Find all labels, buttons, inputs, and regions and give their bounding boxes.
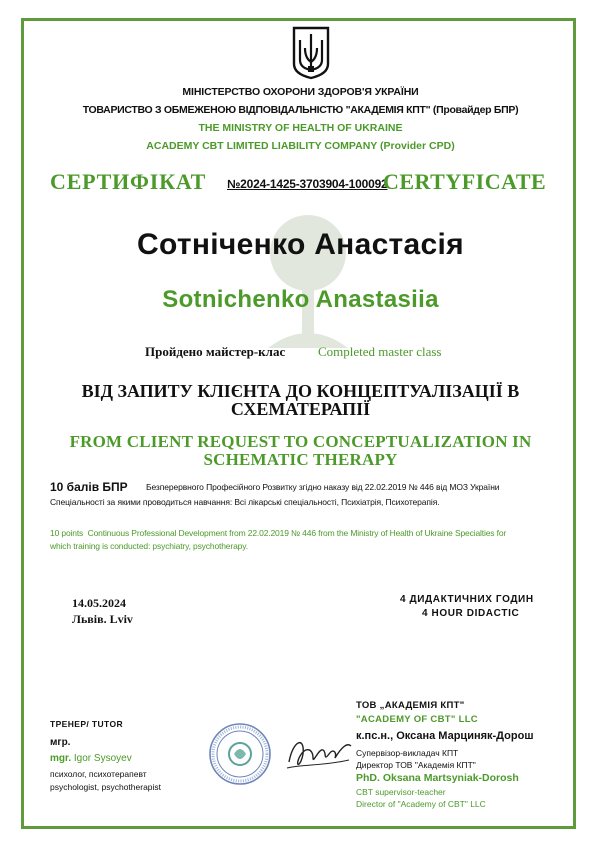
ukraine-trident-icon — [292, 26, 330, 80]
tutor-label: ТРЕНЕР/ TUTOR — [50, 719, 124, 729]
director-role1-en: CBT supervisor-teacher — [356, 787, 446, 797]
director-role1-ua: Супервізор-викладач КПТ — [356, 748, 459, 758]
points-text-en-line1: Continuous Professional Development from 22.02.2019 № 446 from the Ministry of Health of Ukraine Specialties for — [87, 528, 507, 538]
event-place: Львів. Lviv — [72, 612, 133, 626]
ministry-en: THE MINISTRY OF HEALTH OF UKRAINE — [198, 122, 403, 134]
points-text-en — [50, 527, 560, 553]
director-name-en: PhD. Oksana Martsyniak-Dorosh — [356, 772, 519, 784]
points-text-ua-line1: Безперервного Професійного Розвитку згідно наказу від 22.02.2019 № 446 від МОЗ України — [146, 482, 500, 492]
course-title-en-line1: FROM CLIENT REQUEST TO CONCEPTUALIZATION IN — [69, 432, 532, 451]
recipient-name-ua: Сотніченко Анастасія — [137, 228, 464, 261]
director-org-ua: ТОВ „АКАДЕМІЯ КПТ" — [356, 700, 465, 711]
completed-label-ua: Пройдено майстер-клас — [145, 344, 286, 359]
completed-label-en: Completed master class — [318, 344, 442, 359]
points-label-en: 10 points — [50, 528, 84, 538]
tutor-name-line — [50, 753, 132, 764]
tutor-degree-en: mgr. — [50, 753, 72, 764]
course-title-ua-line1: ВІД ЗАПИТУ КЛІЄНТА ДО КОНЦЕПТУАЛІЗАЦІЇ В — [81, 381, 520, 401]
certificate-number: №2024-1425-3703904-100092 — [227, 177, 388, 191]
tutor-role-ua: психолог, психотерапевт — [50, 769, 147, 779]
certificate-title-en: CERTYFICATE — [383, 169, 547, 194]
director-role2-ua: Директор ТОВ "Академія КПТ" — [356, 760, 476, 770]
director-name-ua: к.пс.н., Оксана Марциняк-Дорош — [356, 730, 534, 742]
tutor-name: Igor Sysoyev — [73, 753, 132, 764]
director-org-en: "ACADEMY OF CBT" LLC — [356, 714, 478, 725]
hours-en: 4 HOUR DIDACTIC — [422, 608, 520, 619]
tutor-role-en: psychologist, psychotherapist — [50, 782, 162, 792]
recipient-name-en: Sotnichenko Anastasiia — [162, 286, 439, 313]
ministry-ua: МІНІСТЕРСТВО ОХОРОНИ ЗДОРОВ'Я УКРАЇНИ — [182, 86, 419, 98]
hours-ua: 4 ДИДАКТИЧНИХ ГОДИН — [400, 594, 534, 605]
company-en: ACADEMY CBT LIMITED LIABILITY COMPANY (Provider CPD) — [146, 140, 455, 152]
stamp-seal-icon — [208, 722, 272, 786]
company-ua: ТОВАРИСТВО З ОБМЕЖЕНОЮ ВІДПОВІДАЛЬНІСТЮ "АКАДЕМІЯ КПТ" (Провайдер БПР) — [82, 104, 519, 116]
points-text-en-line2: which training is conducted: psychiatry, psychotherapy. — [50, 541, 248, 551]
certificate-title-ua: СЕРТИФІКАТ — [50, 169, 207, 194]
signature-icon — [283, 728, 355, 776]
points-label-ua: 10 балів БПР — [50, 480, 128, 494]
event-date: 14.05.2024 — [72, 596, 126, 610]
course-title-en-line2: SCHEMATIC THERAPY — [203, 450, 398, 469]
course-title-ua-line2: СХЕМАТЕРАПІЇ — [230, 399, 371, 419]
director-role2-en: Director of "Academy of CBT" LLC — [356, 799, 486, 809]
tutor-degree-ua: мгр. — [50, 737, 71, 748]
points-text-ua-line2: Спеціальності за якими проводиться навчання: Всі лікарські спеціальності, Психіатрія, Психотерапія. — [50, 497, 440, 507]
